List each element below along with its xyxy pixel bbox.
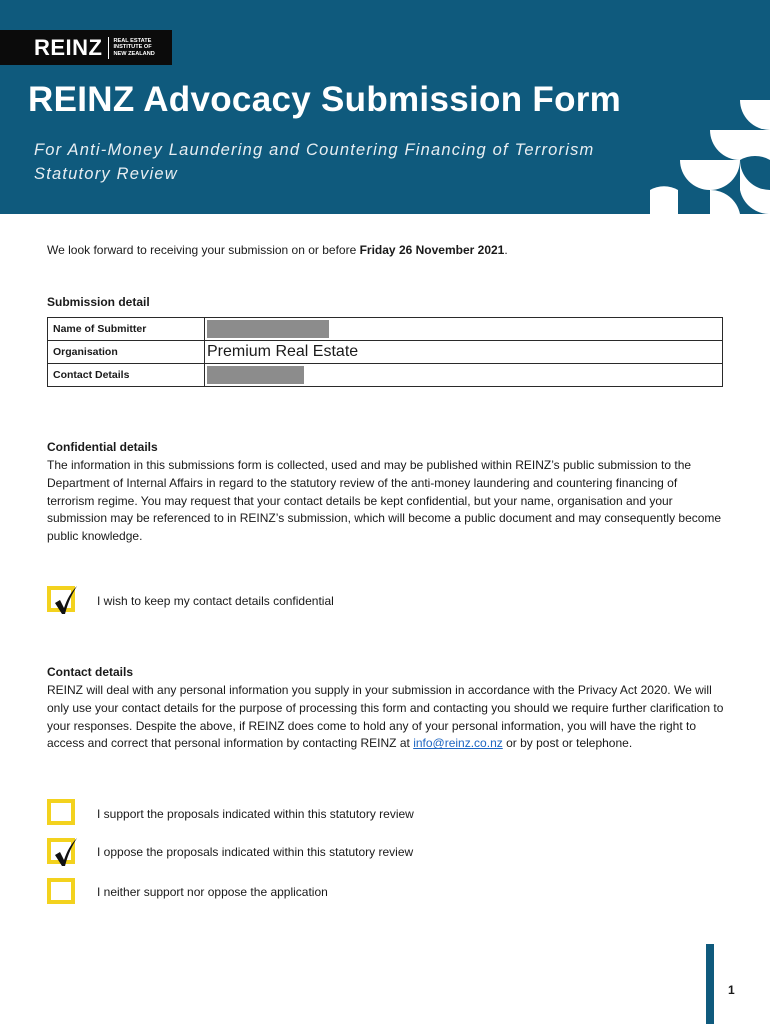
reinz-logo — [0, 30, 172, 65]
contact-body: REINZ will deal with any personal information you supply in your submission in accordance with the Privacy Act 2020. We will only use your contact details for the purpose of processing this form and contacting you should we require further clarification to your responses. Despite the above, if REINZ does come to hold any of your personal information, you will have the right to access and correct that personal information by contacting REINZ at info@reinz.co.nz or by post or telephone. — [47, 683, 724, 751]
logo-tagline: REAL ESTATE INSTITUTE OF NEW ZEALAND — [113, 37, 155, 57]
deadline-date: Friday 26 November 2021 — [359, 243, 505, 257]
table-row — [48, 364, 723, 387]
neither-option-label: I neither support nor oppose the application — [97, 885, 328, 899]
confidential-checkbox[interactable] — [47, 586, 75, 612]
header-banner — [0, 0, 770, 214]
checkmark-icon — [53, 838, 79, 868]
contact-details-field[interactable] — [205, 364, 723, 387]
contact-heading: Contact details — [47, 665, 134, 679]
table-row — [48, 341, 723, 364]
page-subtitle: For Anti-Money Laundering and Countering Financing of Terrorism Statutory Review — [34, 141, 595, 183]
organisation-label: Organisation — [48, 341, 205, 364]
logo-divider — [108, 37, 109, 59]
redacted-contact — [207, 366, 304, 384]
footer-accent-bar — [706, 944, 714, 1024]
neither-checkbox[interactable] — [47, 878, 75, 904]
submission-detail-heading: Submission detail — [47, 295, 150, 309]
table-row — [48, 318, 723, 341]
page-number: 1 — [728, 983, 735, 997]
checkmark-icon — [53, 586, 79, 616]
confidential-heading: Confidential details — [47, 440, 158, 454]
oppose-checkbox[interactable] — [47, 838, 75, 864]
name-field[interactable] — [205, 318, 723, 341]
name-label: Name of Submitter — [48, 318, 205, 341]
confidential-checkbox-label: I wish to keep my contact details confidential — [97, 594, 334, 608]
organisation-field[interactable]: Premium Real Estate — [205, 341, 723, 364]
submission-detail-table — [47, 317, 723, 387]
intro-text: We look forward to receiving your submission on or before Friday 26 November 2021. — [47, 243, 508, 257]
confidential-body: The information in this submissions form is collected, used and may be published within REINZ’s public submission to the Department of Internal Affairs in regard to the statutory review of the anti-money laundering and countering financing of terrorism regime. You may request that your contact details be kept confidential, but your name, organisation and your submission may be referenced to in REINZ’s submission, which will become a public document and may consequently become public knowledge. — [47, 458, 722, 544]
oppose-option-label: I oppose the proposals indicated within this statutory review — [97, 845, 414, 859]
support-checkbox[interactable] — [47, 799, 75, 825]
logo-wordmark: REINZ — [34, 35, 103, 60]
contact-details-label: Contact Details — [48, 364, 205, 387]
redacted-name — [207, 320, 329, 338]
email-link[interactable]: info@reinz.co.nz — [413, 736, 503, 751]
page-title: REINZ Advocacy Submission Form — [28, 80, 622, 119]
decorative-shapes — [648, 100, 770, 214]
support-option-label: I support the proposals indicated within this statutory review — [97, 807, 414, 821]
